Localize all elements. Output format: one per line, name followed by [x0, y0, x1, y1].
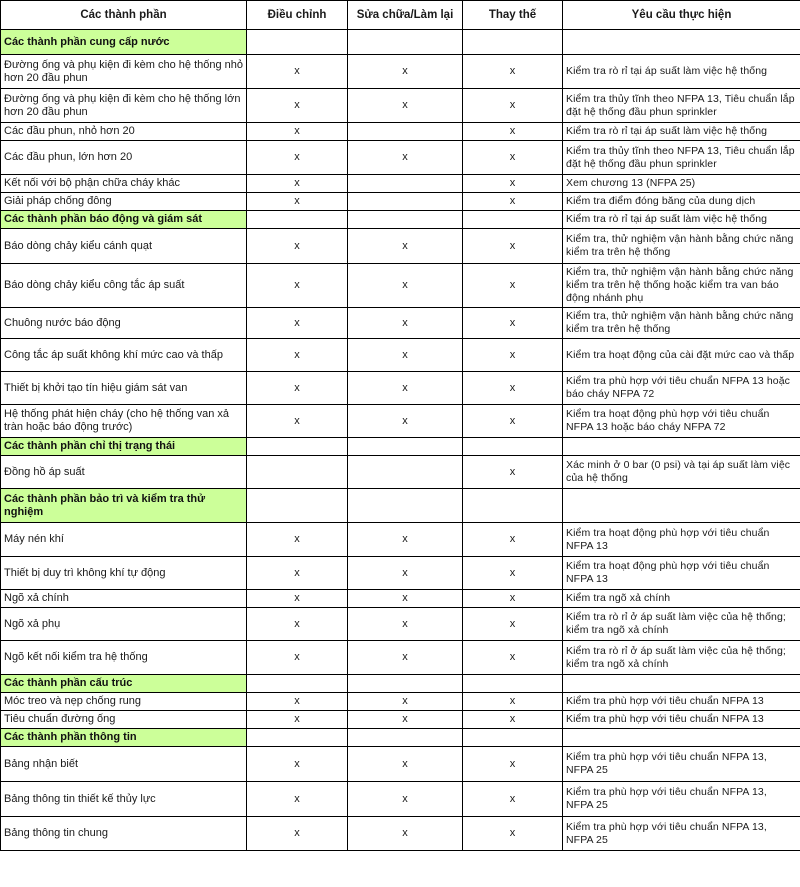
table-row	[1, 456, 800, 489]
component-cell: Thiết bị khởi tạo tín hiệu giám sát van	[1, 372, 247, 405]
adjust-cell: x	[247, 608, 348, 641]
component-cell: Ngõ xả phụ	[1, 608, 247, 641]
replace-cell	[463, 675, 563, 693]
repair-cell: x	[348, 817, 463, 851]
requirement-cell: Kiểm tra thủy tĩnh theo NFPA 13, Tiêu chuẩn lắp đặt hệ thống đầu phun sprinkler	[563, 89, 800, 123]
component-cell: Các thành phần cung cấp nước	[1, 30, 247, 55]
replace-cell	[463, 438, 563, 456]
repair-cell: x	[348, 608, 463, 641]
adjust-cell: x	[247, 523, 348, 557]
repair-cell: x	[348, 339, 463, 372]
requirement-cell: Kiểm tra hoạt động phù hợp với tiêu chuẩn NFPA 13 hoặc báo cháy NFPA 72	[563, 405, 800, 438]
repair-cell	[348, 30, 463, 55]
table-row	[1, 557, 800, 590]
requirement-cell: Xem chương 13 (NFPA 25)	[563, 175, 800, 193]
replace-cell: x	[463, 123, 563, 141]
table-row	[1, 782, 800, 817]
adjust-cell: x	[247, 817, 348, 851]
adjust-cell: x	[247, 123, 348, 141]
component-cell: Công tắc áp suất không khí mức cao và thấp	[1, 339, 247, 372]
replace-cell	[463, 729, 563, 747]
table-row	[1, 608, 800, 641]
component-cell: Giải pháp chống đông	[1, 193, 247, 211]
replace-cell: x	[463, 55, 563, 89]
table-row	[1, 308, 800, 339]
table-row	[1, 523, 800, 557]
table-row	[1, 339, 800, 372]
replace-cell: x	[463, 193, 563, 211]
adjust-cell: x	[247, 557, 348, 590]
table-row	[1, 123, 800, 141]
section-row	[1, 30, 800, 55]
requirement-cell: Kiểm tra rò rỉ ở áp suất làm việc của hệ thống; kiểm tra ngõ xả chính	[563, 641, 800, 675]
header-repair: Sửa chữa/Làm lại	[348, 1, 463, 30]
component-cell: Các đầu phun, lớn hơn 20	[1, 141, 247, 175]
table-row	[1, 55, 800, 89]
adjust-cell: x	[247, 782, 348, 817]
requirement-cell: Kiểm tra ngõ xả chính	[563, 590, 800, 608]
table-row	[1, 229, 800, 264]
adjust-cell: x	[247, 175, 348, 193]
component-cell: Các thành phần thông tin	[1, 729, 247, 747]
component-cell: Kết nối với bộ phận chữa cháy khác	[1, 175, 247, 193]
component-cell: Các thành phần báo động và giám sát	[1, 211, 247, 229]
replace-cell: x	[463, 175, 563, 193]
replace-cell	[463, 30, 563, 55]
requirement-cell: Kiểm tra, thử nghiệm vận hành bằng chức năng kiểm tra trên hệ thống	[563, 229, 800, 264]
component-cell: Đồng hồ áp suất	[1, 456, 247, 489]
adjust-cell	[247, 489, 348, 523]
component-cell: Chuông nước báo động	[1, 308, 247, 339]
section-row	[1, 489, 800, 523]
component-cell: Các đầu phun, nhỏ hơn 20	[1, 123, 247, 141]
adjust-cell: x	[247, 55, 348, 89]
adjust-cell: x	[247, 590, 348, 608]
replace-cell: x	[463, 89, 563, 123]
header-adjust: Điều chỉnh	[247, 1, 348, 30]
table-row	[1, 372, 800, 405]
component-cell: Thiết bị duy trì không khí tự động	[1, 557, 247, 590]
replace-cell: x	[463, 308, 563, 339]
requirement-cell: Kiểm tra phù hợp với tiêu chuẩn NFPA 13, NFPA 25	[563, 782, 800, 817]
component-cell: Bảng nhận biết	[1, 747, 247, 782]
table-row	[1, 175, 800, 193]
component-cell: Ngõ kết nối kiểm tra hệ thống	[1, 641, 247, 675]
component-cell: Báo dòng chảy kiểu cánh quạt	[1, 229, 247, 264]
repair-cell: x	[348, 229, 463, 264]
repair-cell: x	[348, 641, 463, 675]
adjust-cell: x	[247, 308, 348, 339]
requirement-cell: Kiểm tra rò rỉ tại áp suất làm việc hệ thống	[563, 123, 800, 141]
table-row	[1, 89, 800, 123]
adjust-cell: x	[247, 641, 348, 675]
replace-cell: x	[463, 608, 563, 641]
repair-cell: x	[348, 747, 463, 782]
adjust-cell: x	[247, 89, 348, 123]
replace-cell: x	[463, 557, 563, 590]
requirement-cell: Kiểm tra, thử nghiệm vận hành bằng chức năng kiểm tra trên hệ thống hoặc kiểm tra van báo động nhánh phụ	[563, 264, 800, 308]
repair-cell	[348, 193, 463, 211]
requirement-cell: Kiểm tra rò rỉ tại áp suất làm việc hệ thống	[563, 55, 800, 89]
repair-cell	[348, 211, 463, 229]
adjust-cell: x	[247, 229, 348, 264]
requirement-cell: Kiểm tra phù hợp với tiêu chuẩn NFPA 13 hoặc báo cháy NFPA 72	[563, 372, 800, 405]
table-row	[1, 747, 800, 782]
replace-cell: x	[463, 782, 563, 817]
repair-cell: x	[348, 308, 463, 339]
header-row	[1, 1, 800, 30]
requirement-cell	[563, 438, 800, 456]
section-row	[1, 675, 800, 693]
adjust-cell	[247, 211, 348, 229]
requirement-cell: Kiểm tra phù hợp với tiêu chuẩn NFPA 13	[563, 693, 800, 711]
section-row	[1, 729, 800, 747]
table-row	[1, 264, 800, 308]
replace-cell: x	[463, 747, 563, 782]
requirement-cell: Kiểm tra hoạt động của cài đặt mức cao và thấp	[563, 339, 800, 372]
header-components: Các thành phần	[1, 1, 247, 30]
adjust-cell: x	[247, 693, 348, 711]
requirement-cell	[563, 729, 800, 747]
requirement-cell: Kiểm tra phù hợp với tiêu chuẩn NFPA 13	[563, 711, 800, 729]
requirement-cell: Kiểm tra phù hợp với tiêu chuẩn NFPA 13, NFPA 25	[563, 747, 800, 782]
replace-cell: x	[463, 693, 563, 711]
adjust-cell: x	[247, 264, 348, 308]
replace-cell: x	[463, 405, 563, 438]
repair-cell: x	[348, 141, 463, 175]
header-requirement: Yêu cầu thực hiện	[563, 1, 800, 30]
replace-cell	[463, 489, 563, 523]
repair-cell: x	[348, 590, 463, 608]
table-row	[1, 590, 800, 608]
adjust-cell: x	[247, 405, 348, 438]
repair-cell	[348, 175, 463, 193]
adjust-cell: x	[247, 339, 348, 372]
component-cell: Đường ống và phụ kiện đi kèm cho hệ thống nhỏ hơn 20 đầu phun	[1, 55, 247, 89]
replace-cell: x	[463, 711, 563, 729]
component-cell: Báo dòng chảy kiểu công tắc áp suất	[1, 264, 247, 308]
repair-cell	[348, 489, 463, 523]
replace-cell: x	[463, 817, 563, 851]
component-cell: Hệ thống phát hiện cháy (cho hệ thống van xả tràn hoặc báo động trước)	[1, 405, 247, 438]
adjust-cell: x	[247, 141, 348, 175]
requirement-cell: Kiểm tra thủy tĩnh theo NFPA 13, Tiêu chuẩn lắp đặt hệ thống đầu phun sprinkler	[563, 141, 800, 175]
table-row	[1, 817, 800, 851]
repair-cell: x	[348, 405, 463, 438]
requirement-cell: Kiểm tra rò rỉ ở áp suất làm việc của hệ thống; kiểm tra ngõ xả chính	[563, 608, 800, 641]
table-row	[1, 641, 800, 675]
adjust-cell: x	[247, 372, 348, 405]
adjust-cell: x	[247, 193, 348, 211]
repair-cell: x	[348, 693, 463, 711]
table-row	[1, 711, 800, 729]
requirement-cell: Xác minh ở 0 bar (0 psi) và tại áp suất làm việc của hệ thống	[563, 456, 800, 489]
component-cell: Đường ống và phụ kiện đi kèm cho hệ thống lớn hơn 20 đầu phun	[1, 89, 247, 123]
table-row	[1, 405, 800, 438]
repair-cell: x	[348, 557, 463, 590]
replace-cell: x	[463, 339, 563, 372]
requirement-cell	[563, 30, 800, 55]
requirement-cell: Kiểm tra hoạt động phù hợp với tiêu chuẩn NFPA 13	[563, 523, 800, 557]
adjust-cell	[247, 438, 348, 456]
component-cell: Các thành phần bảo trì và kiểm tra thử nghiệm	[1, 489, 247, 523]
repair-cell: x	[348, 782, 463, 817]
component-cell: Các thành phần cấu trúc	[1, 675, 247, 693]
component-cell: Ngõ xả chính	[1, 590, 247, 608]
repair-cell: x	[348, 523, 463, 557]
requirement-cell: Kiểm tra hoạt động phù hợp với tiêu chuẩn NFPA 13	[563, 557, 800, 590]
requirement-cell: Kiểm tra điểm đóng băng của dung dịch	[563, 193, 800, 211]
requirement-cell: Kiểm tra, thử nghiệm vận hành bằng chức năng kiểm tra trên hệ thống	[563, 308, 800, 339]
repair-cell: x	[348, 55, 463, 89]
replace-cell: x	[463, 641, 563, 675]
header-replace: Thay thế	[463, 1, 563, 30]
table-row	[1, 141, 800, 175]
component-cell: Bảng thông tin thiết kế thủy lực	[1, 782, 247, 817]
repair-cell	[348, 729, 463, 747]
table-row	[1, 193, 800, 211]
adjust-cell	[247, 456, 348, 489]
component-cell: Các thành phần chỉ thị trạng thái	[1, 438, 247, 456]
requirement-cell	[563, 489, 800, 523]
section-row	[1, 211, 800, 229]
repair-cell	[348, 675, 463, 693]
replace-cell: x	[463, 264, 563, 308]
requirement-cell	[563, 675, 800, 693]
adjust-cell	[247, 30, 348, 55]
replace-cell: x	[463, 590, 563, 608]
replace-cell: x	[463, 141, 563, 175]
repair-cell: x	[348, 264, 463, 308]
repair-cell: x	[348, 372, 463, 405]
repair-cell: x	[348, 711, 463, 729]
adjust-cell: x	[247, 711, 348, 729]
component-cell: Máy nén khí	[1, 523, 247, 557]
component-cell: Móc treo và nẹp chống rung	[1, 693, 247, 711]
requirement-cell: Kiểm tra rò rỉ tại áp suất làm việc hệ thống	[563, 211, 800, 229]
repair-cell	[348, 438, 463, 456]
component-cell: Tiêu chuẩn đường ống	[1, 711, 247, 729]
replace-cell: x	[463, 456, 563, 489]
requirement-cell: Kiểm tra phù hợp với tiêu chuẩn NFPA 13, NFPA 25	[563, 817, 800, 851]
replace-cell: x	[463, 372, 563, 405]
replace-cell: x	[463, 523, 563, 557]
adjust-cell	[247, 729, 348, 747]
repair-cell	[348, 456, 463, 489]
adjust-cell	[247, 675, 348, 693]
table-row	[1, 693, 800, 711]
replace-cell	[463, 211, 563, 229]
repair-cell	[348, 123, 463, 141]
section-row	[1, 438, 800, 456]
adjust-cell: x	[247, 747, 348, 782]
repair-cell: x	[348, 89, 463, 123]
component-cell: Bảng thông tin chung	[1, 817, 247, 851]
replace-cell: x	[463, 229, 563, 264]
